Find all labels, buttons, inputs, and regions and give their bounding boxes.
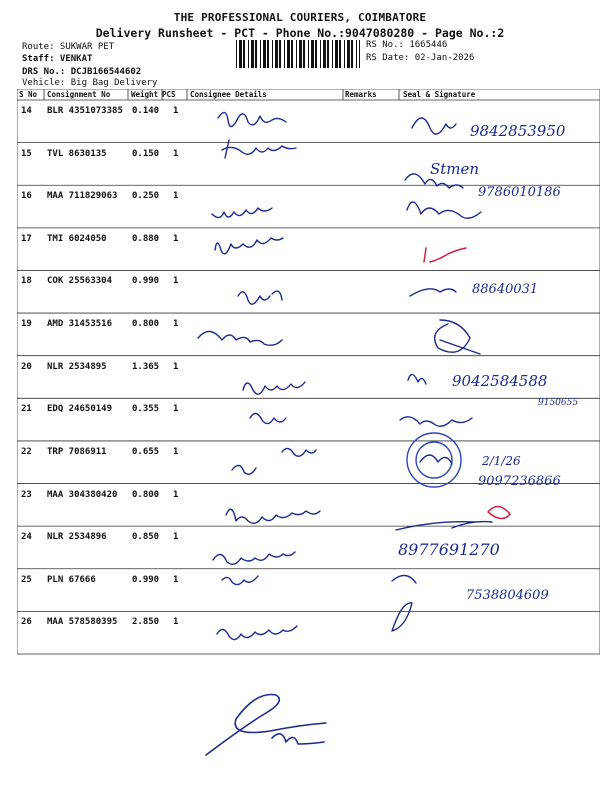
route-label: Route: SUKWAR PET [22, 42, 115, 52]
row-pcs: 1 [173, 532, 179, 543]
row-consignment: PLN 67666 [47, 574, 96, 585]
row-weight: 1.365 [132, 361, 160, 372]
row-pcs: 1 [173, 319, 179, 330]
row-sno: 23 [21, 489, 32, 500]
row-consignment: MAA 711829063 [47, 191, 118, 202]
company-title: THE PROFESSIONAL COURIERS, COIMBATORE [173, 11, 427, 24]
phone-note-24: 8977691270 [398, 540, 500, 559]
row-pcs: 1 [173, 361, 179, 372]
row-weight: 2.850 [132, 617, 160, 628]
row-weight: 0.655 [132, 446, 160, 457]
phone-note-20: 9042584588 [452, 372, 548, 390]
row-weight: 0.140 [132, 106, 160, 116]
rs-date: RS Date: 02-Jan-2026 [366, 53, 475, 63]
row-consignment: BLR 4351073385 [47, 106, 123, 116]
row-weight: 0.850 [132, 532, 160, 543]
col-seal-header: Seal & Signature [403, 90, 476, 99]
row-consignment: TRP 7086911 [47, 446, 107, 457]
col-sno-header: S No [19, 90, 38, 99]
row-weight: 0.990 [132, 574, 160, 585]
row-weight: 0.355 [132, 404, 160, 415]
rs-number: RS No.: 1665446 [366, 40, 448, 50]
col-weight-header: Weight [131, 90, 159, 99]
col-details-header: Consignee Details [190, 90, 267, 99]
row-sno: 22 [21, 446, 32, 457]
row-sno: 16 [21, 191, 32, 202]
phone-note-14: 9842853950 [470, 122, 566, 140]
row-sno: 24 [21, 532, 32, 543]
name-note-15: Stmen [430, 160, 480, 178]
barcode-image [236, 40, 360, 68]
row-weight: 0.800 [132, 489, 160, 500]
row-consignment: NLR 2534896 [47, 532, 107, 543]
row-consignment: EDQ 24650149 [47, 404, 113, 415]
row-pcs: 1 [173, 574, 179, 585]
row-pcs: 1 [173, 233, 179, 244]
row-weight: 0.880 [132, 233, 160, 244]
col-pcs-header: PCS [162, 90, 176, 99]
phone-note-18: 88640031 [472, 282, 539, 297]
row-consignment: COK 25563304 [47, 276, 113, 287]
col-consignment-header: Consignment No [47, 90, 111, 99]
row-sno: 20 [21, 361, 32, 372]
vehicle-label: Vehicle: Big Bag Delivery [22, 78, 158, 88]
row-consignment: TMI 6024050 [47, 233, 107, 244]
row-sno: 26 [21, 617, 32, 628]
drs-label: DRS No.: DCJB166544602 [22, 67, 142, 77]
row-pcs: 1 [173, 617, 179, 628]
col-remarks-header: Remarks [345, 90, 377, 99]
row-pcs: 1 [173, 446, 179, 457]
row-consignment: MAA 304380420 [47, 489, 118, 500]
row-sno: 18 [21, 276, 32, 287]
phone-note-25: 7538804609 [466, 588, 549, 603]
date-note-22: 2/1/26 [482, 454, 521, 468]
phone-note-16: 9786010186 [478, 185, 561, 200]
row-pcs: 1 [173, 276, 179, 287]
row-pcs: 1 [173, 191, 179, 202]
phone-note-21: 9150655 [538, 398, 579, 408]
row-sno: 21 [21, 404, 32, 415]
row-weight: 0.990 [132, 276, 160, 287]
staff-label: Staff: VENKAT [22, 54, 93, 64]
row-pcs: 1 [173, 489, 179, 500]
row-weight: 0.250 [132, 191, 160, 202]
row-consignment: NLR 2534895 [47, 361, 107, 372]
row-sno: 19 [21, 319, 32, 330]
row-consignment: TVL 8630135 [47, 148, 107, 159]
row-sno: 25 [21, 574, 32, 585]
row-sno: 15 [21, 148, 32, 159]
row-sno: 17 [21, 233, 32, 244]
row-consignment: AMD 31453516 [47, 319, 113, 330]
row-pcs: 1 [173, 148, 179, 159]
row-weight: 0.150 [132, 148, 160, 159]
row-sno: 14 [21, 106, 32, 116]
row-consignment: MAA 578580395 [47, 617, 118, 628]
row-weight: 0.800 [132, 319, 160, 330]
phone-note-23: 9097236866 [478, 474, 561, 489]
row-pcs: 1 [173, 106, 179, 116]
runsheet-subtitle: Delivery Runsheet - PCT - Phone No.:9047080280 - Page No.:2 [95, 26, 505, 40]
row-pcs: 1 [173, 404, 179, 415]
